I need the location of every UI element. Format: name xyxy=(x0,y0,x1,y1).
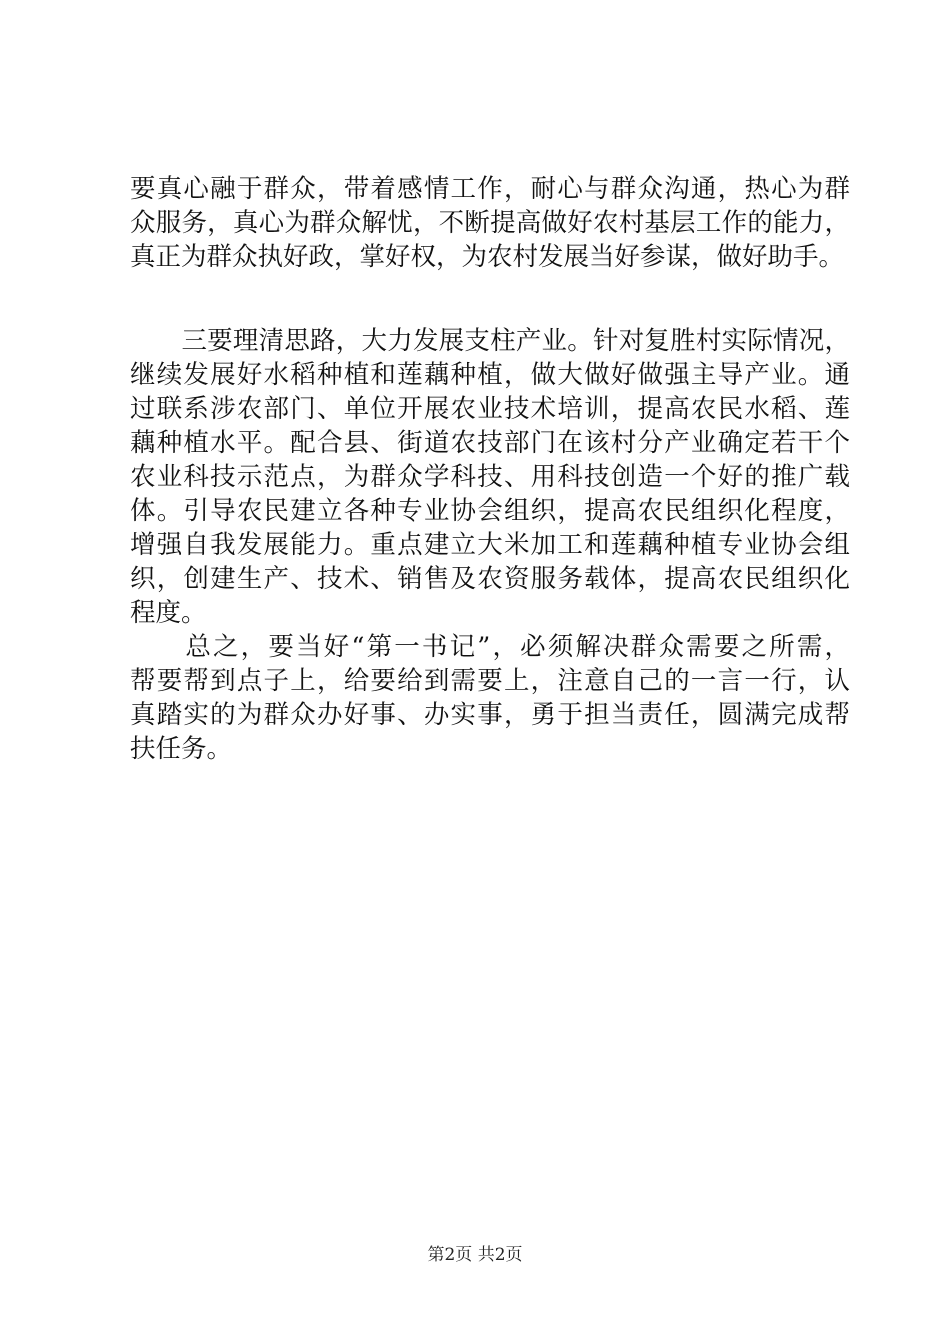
text-line: 众服务，真心为群众解忧，不断提高做好农村基层工作的能力， xyxy=(130,208,850,238)
text-line: 总之，要当好“第一书记”，必须解决群众需要之所需， xyxy=(130,632,850,662)
text-line: 过联系涉农部门、单位开展农业技术培训，提高农民水稻、莲 xyxy=(130,394,850,424)
text-line: 要真心融于群众，带着感情工作，耐心与群众沟通，热心为群 xyxy=(130,174,850,204)
text-line: 织，创建生产、技术、销售及农资服务载体，提高农民组织化 xyxy=(130,564,850,594)
text-line: 继续发展好水稻种植和莲藕种植，做大做好做强主导产业。通 xyxy=(130,360,850,390)
document-body xyxy=(130,172,850,766)
text-line: 扶任务。 xyxy=(130,734,233,764)
text-line: 真踏实的为群众办好事、办实事，勇于担当责任，圆满完成帮 xyxy=(130,700,850,730)
text-line: 真正为群众执好政，掌好权，为农村发展当好参谋，做好助手。 xyxy=(130,242,845,272)
paragraph-2 xyxy=(130,324,850,630)
text-line: 藕种植水平。配合县、街道农技部门在该村分产业确定若干个 xyxy=(130,428,850,458)
page-footer xyxy=(0,1243,950,1267)
paragraph-3 xyxy=(130,630,850,766)
page-number-label: 第2页 共2页 xyxy=(427,1245,523,1265)
paragraph-1 xyxy=(130,172,850,274)
text-line: 帮要帮到点子上，给要给到需要上，注意自己的一言一行，认 xyxy=(130,666,850,696)
text-line: 三要理清思路，大力发展支柱产业。针对复胜村实际情况， xyxy=(130,326,850,356)
text-line: 增强自我发展能力。重点建立大米加工和莲藕种植专业协会组 xyxy=(130,530,850,560)
paragraph-spacer xyxy=(130,274,850,324)
text-line: 农业科技示范点，为群众学科技、用科技创造一个好的推广载 xyxy=(130,462,850,492)
text-line: 程度。 xyxy=(130,598,207,628)
text-line: 体。引导农民建立各种专业协会组织，提高农民组织化程度， xyxy=(130,496,850,526)
